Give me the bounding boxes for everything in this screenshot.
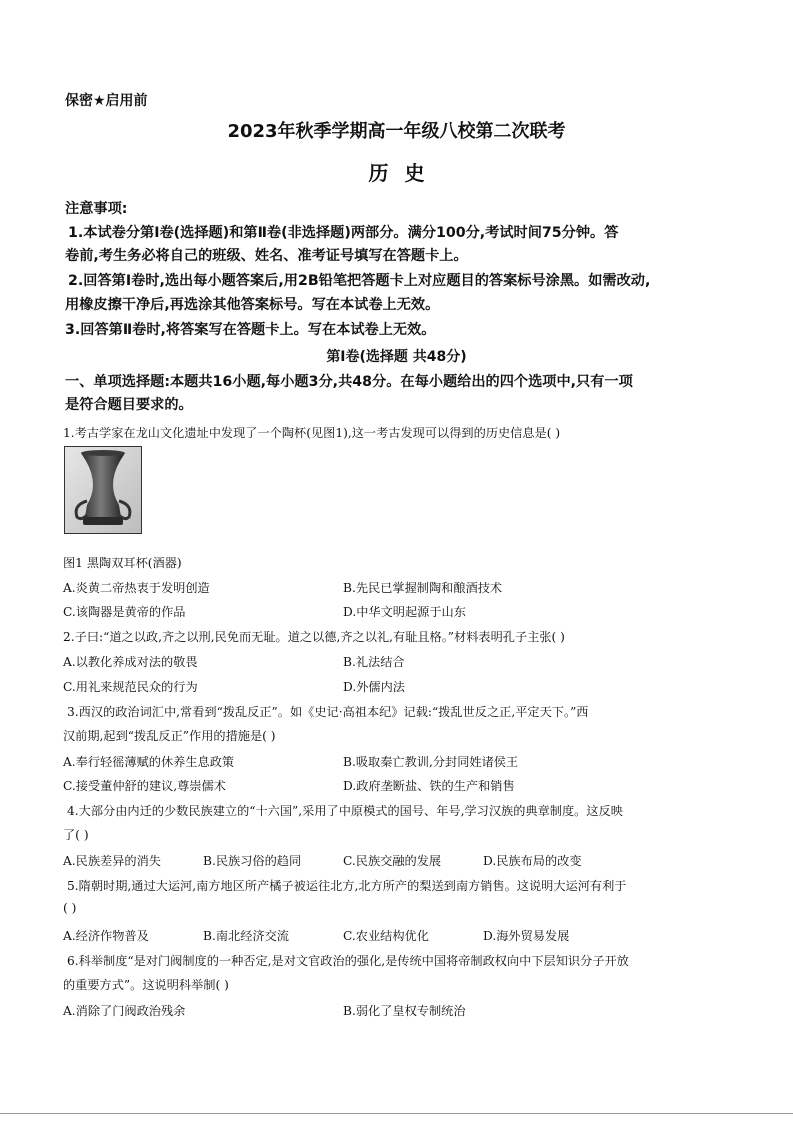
question-2-option-d: D.外儒内法	[343, 680, 405, 694]
question-1-caption: 图1 黑陶双耳杯(酒器)	[63, 556, 182, 570]
question-3-option-c: C.接受董仲舒的建议,尊崇儒术	[63, 779, 226, 793]
question-3-stem-line-1: 3.西汉的政治词汇中,常看到“拨乱反正”。如《史记·高祖本纪》记载:“拨乱世反之正,平定天下。”西	[67, 705, 589, 719]
question-5-stem-line-2: ( )	[63, 901, 77, 915]
question-3-option-d: D.政府垄断盐、铁的生产和销售	[343, 779, 515, 793]
question-6-option-b: B.弱化了皇权专制统治	[343, 1004, 466, 1018]
question-5-option-b: B.南北经济交流	[203, 929, 289, 943]
question-6-stem-line-1: 6.科举制度“是对门阀制度的一种否定,是对文官政治的强化,是传统中国将帝制政权向中下层知识分子开放	[67, 954, 629, 968]
question-3-option-a: A.奉行轻徭薄赋的休养生息政策	[63, 755, 235, 769]
page-bottom-divider	[0, 1113, 793, 1114]
section-heading: 第Ⅰ卷(选择题 共48分)	[326, 349, 467, 365]
question-1-option-c: C.该陶器是黄帝的作品	[63, 605, 186, 619]
question-1-stem: 1.考古学家在龙山文化遗址中发现了一个陶杯(见图1),这一考古发现可以得到的历史信息是( )	[63, 426, 561, 440]
question-1-option-b: B.先民已掌握制陶和酿酒技术	[343, 581, 503, 595]
question-5-option-d: D.海外贸易发展	[483, 929, 570, 943]
question-2-option-b: B.礼法结合	[343, 655, 405, 669]
question-5-stem-line-1: 5.隋朝时期,通过大运河,南方地区所产橘子被运往北方,北方所产的梨送到南方销售。这说明大运河有利于	[67, 879, 627, 893]
notice-item-2-line-2: 用橡皮擦干净后,再选涂其他答案标号。写在本试卷上无效。	[65, 297, 440, 313]
question-2-stem: 2.子曰:“道之以政,齐之以刑,民免而无耻。道之以德,齐之以礼,有耻且格。”材料表明孔子主张( )	[63, 630, 565, 644]
pottery-cup-icon	[65, 447, 141, 533]
question-4-option-c: C.民族交融的发展	[343, 854, 442, 868]
notice-item-1-line-1: 1.本试卷分第Ⅰ卷(选择题)和第Ⅱ卷(非选择题)两部分。满分100分,考试时间75分钟。答	[68, 225, 619, 241]
black-pottery-cup-image	[64, 446, 142, 534]
question-5-option-a: A.经济作物普及	[63, 929, 149, 943]
notice-item-1-line-2: 卷前,考生务必将自己的班级、姓名、准考证号填写在答题卡上。	[65, 248, 468, 264]
exam-title: 2023年秋季学期高一年级八校第二次联考	[227, 121, 566, 142]
subject-title: 历史	[368, 161, 441, 185]
question-3-stem-line-2: 汉前期,起到“拨乱反正”作用的措施是( )	[63, 729, 276, 743]
question-4-option-b: B.民族习俗的趋同	[203, 854, 302, 868]
question-5-option-c: C.农业结构优化	[343, 929, 429, 943]
question-6-stem-line-2: 的重要方式”。这说明科举制( )	[63, 978, 229, 992]
question-4-option-a: A.民族差异的消失	[63, 854, 161, 868]
notice-item-2-line-1: 2.回答第Ⅰ卷时,选出每小题答案后,用2B铅笔把答题卡上对应题目的答案标号涂黑。如需改动,	[68, 273, 651, 289]
question-4-stem-line-1: 4.大部分由内迁的少数民族建立的“十六国”,采用了中原模式的国号、年号,学习汉族的典章制度。这反映	[67, 804, 623, 818]
question-6-option-a: A.消除了门阀政治残余	[63, 1004, 186, 1018]
notice-item-3: 3.回答第Ⅱ卷时,将答案写在答题卡上。写在本试卷上无效。	[65, 322, 436, 338]
question-1-option-d: D.中华文明起源于山东	[343, 605, 466, 619]
question-3-option-b: B.吸取秦亡教训,分封同姓诸侯王	[343, 755, 519, 769]
question-1-option-a: A.炎黄二帝热衷于发明创造	[63, 581, 210, 595]
question-4-option-d: D.民族布局的改变	[483, 854, 582, 868]
section-instruction-line-1: 一、单项选择题:本题共16小题,每小题3分,共48分。在每小题给出的四个选项中,只有一项	[65, 374, 633, 390]
notice-heading: 注意事项:	[65, 201, 128, 217]
question-2-option-c: C.用礼来规范民众的行为	[63, 680, 198, 694]
question-4-stem-line-2: 了( )	[63, 828, 89, 842]
question-2-option-a: A.以教化养成对法的敬畏	[63, 655, 198, 669]
confidential-label: 保密★启用前	[65, 93, 148, 109]
section-instruction-line-2: 是符合题目要求的。	[65, 397, 193, 413]
